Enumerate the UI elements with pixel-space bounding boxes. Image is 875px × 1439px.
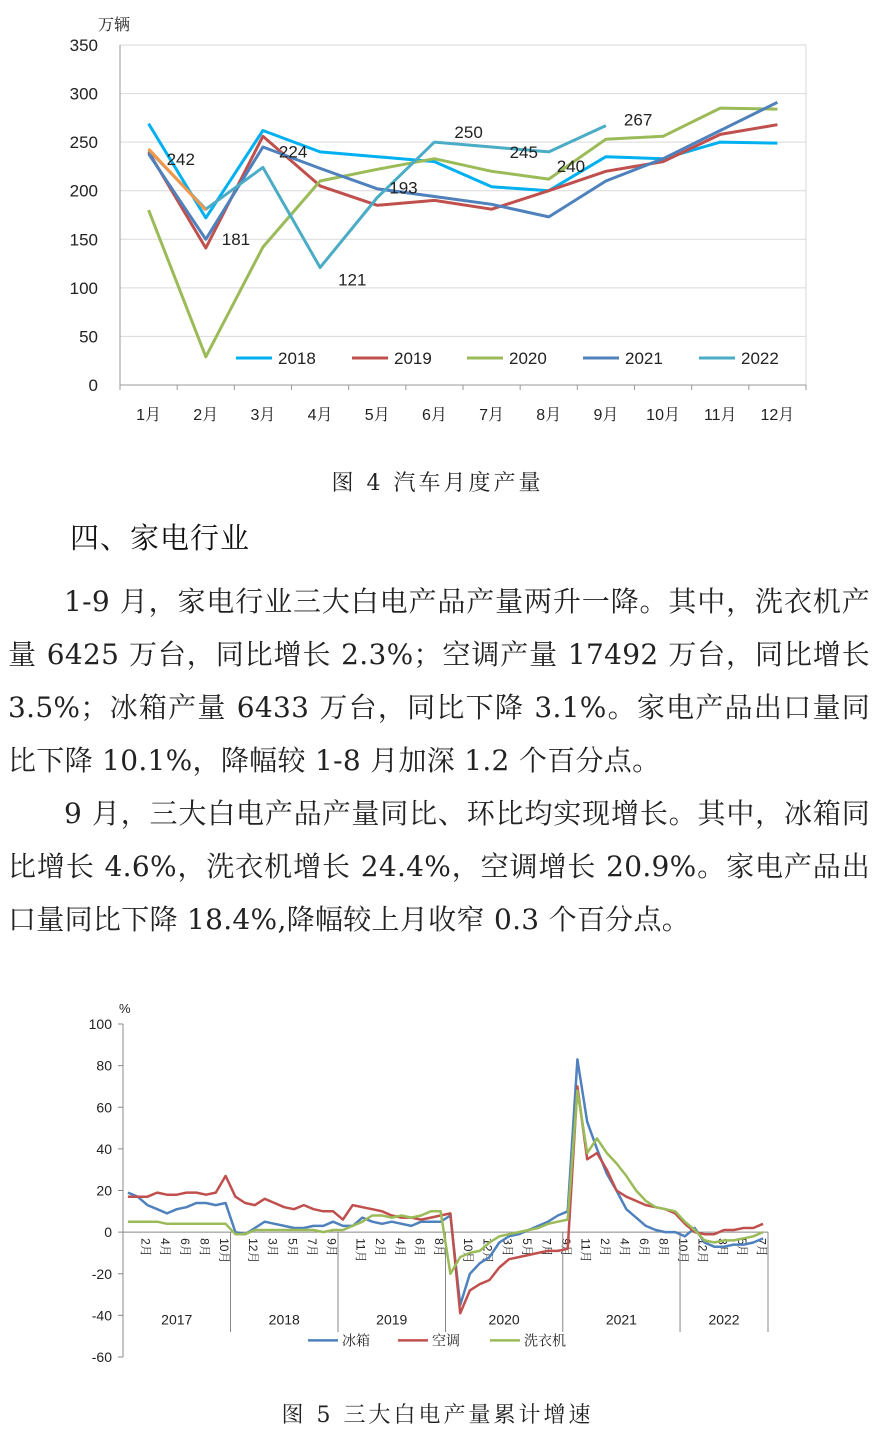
- y-tick-label: 80: [96, 1057, 112, 1074]
- y-tick-label: -40: [91, 1307, 112, 1324]
- year-label: 2018: [268, 1311, 300, 1328]
- appliance-growth-chart: [0, 995, 875, 1380]
- data-label: 181: [221, 230, 251, 250]
- x-tick-label: 10月: [646, 407, 680, 424]
- legend-label: 2021: [625, 349, 663, 368]
- y-tick-label: 100: [69, 278, 98, 298]
- x-tick-label: 12月: [695, 1238, 710, 1264]
- x-tick-label: 9月: [593, 407, 619, 424]
- x-tick-label: 4月: [307, 407, 333, 424]
- x-tick-label: 4月: [617, 1238, 632, 1257]
- data-label: 242: [166, 149, 195, 169]
- x-tick-label: 4月: [392, 1238, 407, 1257]
- legend-label: 冰箱: [342, 1332, 370, 1349]
- x-tick-label: 3月: [500, 1238, 515, 1257]
- section-heading: 四、家电行业: [70, 521, 251, 555]
- auto-production-chart: [0, 0, 875, 460]
- x-tick-label: 3月: [250, 407, 276, 424]
- data-label: 193: [389, 178, 418, 198]
- x-tick-label: 3月: [265, 1238, 280, 1257]
- x-tick-label: 7月: [539, 1238, 554, 1257]
- y-tick-label: 350: [69, 36, 98, 55]
- x-tick-label: 5月: [734, 1238, 749, 1257]
- x-tick-label: 6月: [412, 1238, 427, 1257]
- legend-label: 空调: [432, 1332, 460, 1349]
- x-tick-label: 2月: [373, 1238, 388, 1257]
- x-tick-label: 10月: [216, 1238, 231, 1264]
- data-label: 245: [509, 143, 538, 162]
- x-tick-label: 10月: [461, 1238, 476, 1264]
- data-label: 240: [556, 156, 586, 176]
- y-tick-label: 0: [104, 1224, 112, 1241]
- x-tick-label: 11月: [353, 1238, 368, 1263]
- data-label: 121: [338, 270, 367, 290]
- x-tick-label: 6月: [421, 407, 447, 424]
- data-label: 267: [623, 110, 653, 130]
- x-tick-label: 7月: [304, 1238, 319, 1257]
- y-tick-label: 60: [96, 1099, 112, 1116]
- x-tick-label: 7月: [479, 407, 505, 424]
- year-label: 2021: [605, 1311, 637, 1328]
- x-tick-label: 8月: [431, 1238, 446, 1257]
- x-tick-label: 6月: [637, 1238, 652, 1257]
- y-tick-label: -60: [91, 1349, 112, 1365]
- y-tick-label: 50: [79, 327, 98, 347]
- paragraph-2: 9 月，三大白电产品产量同比、环比均实现增长。其中，冰箱同比增长 4.6%，洗衣机增长 24.4%，空调增长 20.9%。家电产品出口量同比下降 18.4%,降幅较上月收窄 0.3 个百分点。: [8, 797, 870, 936]
- x-tick-label: 1月: [136, 407, 162, 424]
- y-tick-label: 250: [69, 133, 98, 153]
- data-label: 224: [278, 142, 308, 162]
- data-label: 250: [454, 123, 483, 143]
- x-tick-label: 6月: [177, 1238, 192, 1257]
- y-tick-label: 20: [96, 1182, 112, 1199]
- y-axis-unit: 万辆: [98, 17, 131, 34]
- x-tick-label: 9月: [324, 1238, 339, 1257]
- x-tick-label: 2月: [138, 1238, 153, 1257]
- y-tick-label: 200: [69, 181, 98, 201]
- legend-label: 2022: [741, 349, 779, 368]
- x-tick-label: 11月: [703, 407, 737, 424]
- x-tick-label: 12月: [760, 407, 795, 424]
- y-tick-label: -20: [91, 1265, 112, 1282]
- legend-label: 2019: [394, 349, 432, 368]
- x-tick-label: 7月: [754, 1238, 769, 1257]
- x-tick-label: 11月: [578, 1238, 593, 1263]
- y-axis-unit: %: [119, 1001, 131, 1016]
- legend-label: 洗衣机: [524, 1332, 566, 1349]
- x-tick-label: 9月: [558, 1238, 573, 1257]
- y-tick-label: 150: [69, 230, 98, 250]
- x-tick-label: 5月: [519, 1238, 534, 1257]
- x-tick-label: 12月: [480, 1238, 495, 1264]
- x-tick-label: 4月: [158, 1238, 173, 1257]
- paragraph-1: 1-9 月，家电行业三大白电产品产量两升一降。其中，洗衣机产量 6425 万台，同比增长 2.3%；空调产量 17492 万台，同比增长 3.5%；冰箱产量 6433 万台，同比下降 3.1%。家电产品出口量同比下降 10.1%，降幅较 1-8 月加深 1.2 个百分点。: [8, 585, 870, 777]
- x-tick-label: 10月: [676, 1238, 691, 1264]
- x-tick-label: 2月: [597, 1238, 612, 1257]
- x-tick-label: 8月: [197, 1238, 212, 1257]
- y-tick-label: 40: [96, 1140, 112, 1157]
- y-tick-label: 0: [88, 376, 98, 395]
- x-tick-label: 2月: [193, 407, 219, 424]
- legend-label: 2020: [509, 349, 547, 368]
- figure4-caption: 图 4 汽车月度产量: [331, 471, 544, 496]
- x-tick-label: 5月: [285, 1238, 300, 1257]
- y-tick-label: 300: [69, 84, 98, 104]
- x-tick-label: 5月: [364, 407, 390, 424]
- year-label: 2019: [376, 1311, 408, 1328]
- y-tick-label: 100: [88, 1016, 112, 1032]
- year-label: 2022: [708, 1311, 740, 1328]
- year-label: 2017: [161, 1311, 193, 1328]
- legend-label: 2018: [278, 349, 316, 368]
- figure5-caption: 图 5 三大白电产量累计增速: [281, 1403, 594, 1428]
- x-tick-label: 8月: [656, 1238, 671, 1257]
- year-label: 2020: [488, 1311, 520, 1328]
- x-tick-label: 8月: [536, 407, 562, 424]
- x-tick-label: 12月: [246, 1238, 261, 1264]
- x-tick-label: 3月: [715, 1238, 730, 1257]
